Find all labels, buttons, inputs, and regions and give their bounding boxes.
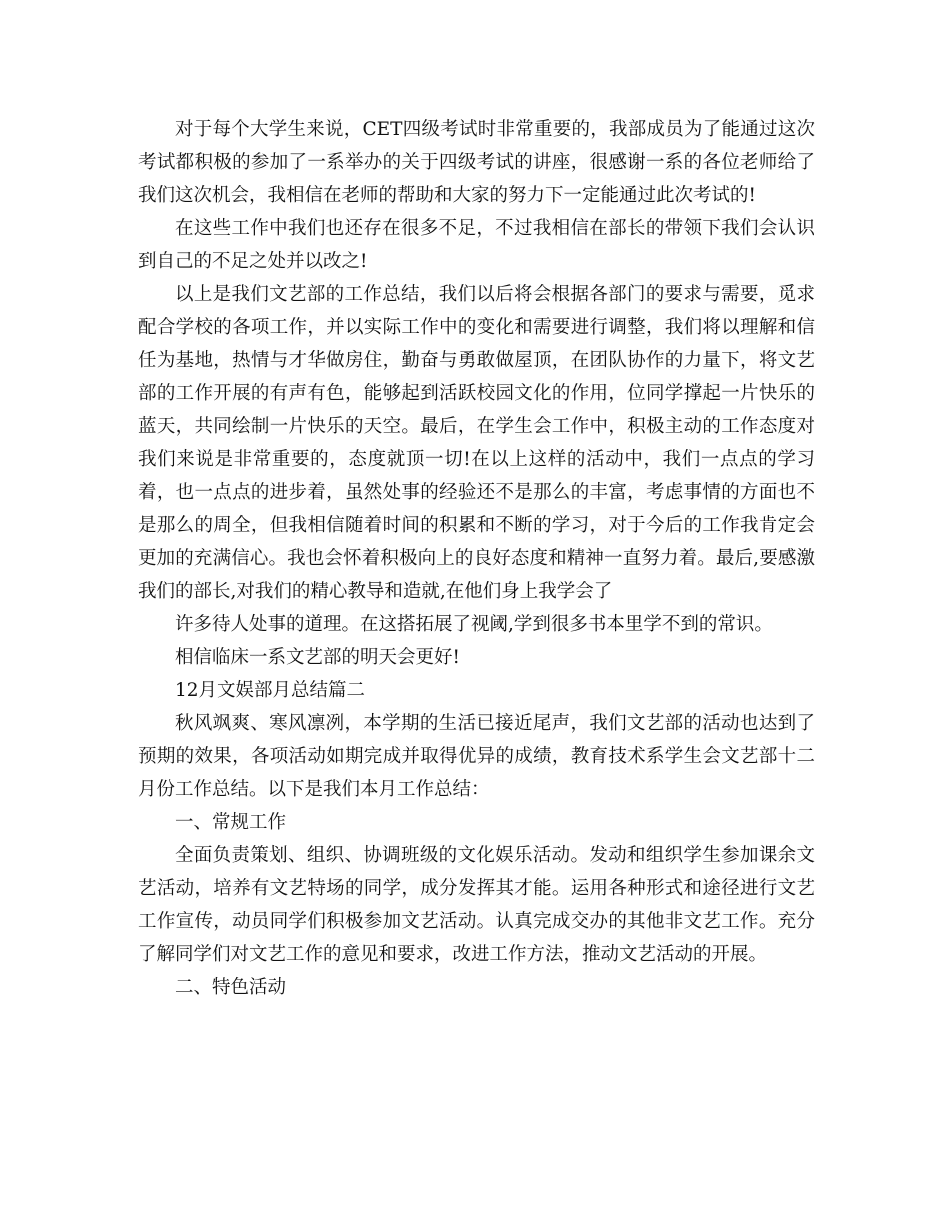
- paragraph-cet-exam: 对于每个大学生来说，CET四级考试时非常重要的，我部成员为了能通过这次考试都积极的参加了一系举办的关于四级考试的讲座，很感谢一系的各位老师给了我们这次机会，我相信在老师的帮助和大家的努力下一定能通过此次考试的!: [138, 119, 815, 206]
- subheading-routine-work: 一、常规工作: [175, 812, 287, 833]
- paragraph-responsibilities: 全面负责策划、组织、协调班级的文化娱乐活动。发动和组织学生参加课余文艺活动，培养有文艺特场的同学，成分发挥其才能。运用各种形式和途径进行文艺工作宣传，动员同学们积极参加文艺活动。认真完成交办的其他非文艺工作。充分了解同学们对文艺工作的意见和要求，改进工作方法，推动文艺活动的开展。: [138, 845, 815, 965]
- paragraph-believe: 相信临床一系文艺部的明天会更好!: [175, 647, 460, 668]
- document-body: [138, 113, 815, 1004]
- paragraph-autumn-wind: 秋风飒爽、寒风凛冽，本学期的生活已接近尾声，我们文艺部的活动也达到了预期的效果，各项活动如期完成并取得优异的成绩，教育技术系学生会文艺部十二月份工作总结。以下是我们本月工作总结：: [138, 713, 815, 800]
- paragraph-learned: 许多待人处事的道理。在这搭拓展了视阈,学到很多书本里学不到的常识。: [175, 614, 773, 635]
- section-heading-part-two: 12月文娱部月总结篇二: [175, 680, 366, 701]
- subheading-special-activities: 二、特色活动: [175, 977, 287, 998]
- paragraph-shortcomings: 在这些工作中我们也还存在很多不足，不过我相信在部长的带领下我们会认识到自己的不足之处并以改之!: [138, 218, 815, 272]
- paragraph-work-summary: 以上是我们文艺部的工作总结，我们以后将会根据各部门的要求与需要，觅求配合学校的各项工作，并以实际工作中的变化和需要进行调整，我们将以理解和信任为基地，热情与才华做房住，勤奋与勇敢做屋顶，在团队协作的力量下，将文艺部的工作开展的有声有色，能够起到活跃校园文化的作用，位同学撑起一片快乐的蓝天，共同绘制一片快乐的天空。最后，在学生会工作中，积极主动的工作态度对我们来说是非常重要的，态度就顶一切!在以上这样的活动中，我们一点点的学习着，也一点点的进步着，虽然处事的经验还不是那么的丰富，考虑事情的方面也不是那么的周全，但我相信随着时间的积累和不断的学习，对于今后的工作我肯定会更加的充满信心。我也会怀着积极向上的良好态度和精神一直努力着。最后,要感激我们的部长,对我们的精心教导和造就,在他们身上我学会了: [138, 284, 815, 602]
